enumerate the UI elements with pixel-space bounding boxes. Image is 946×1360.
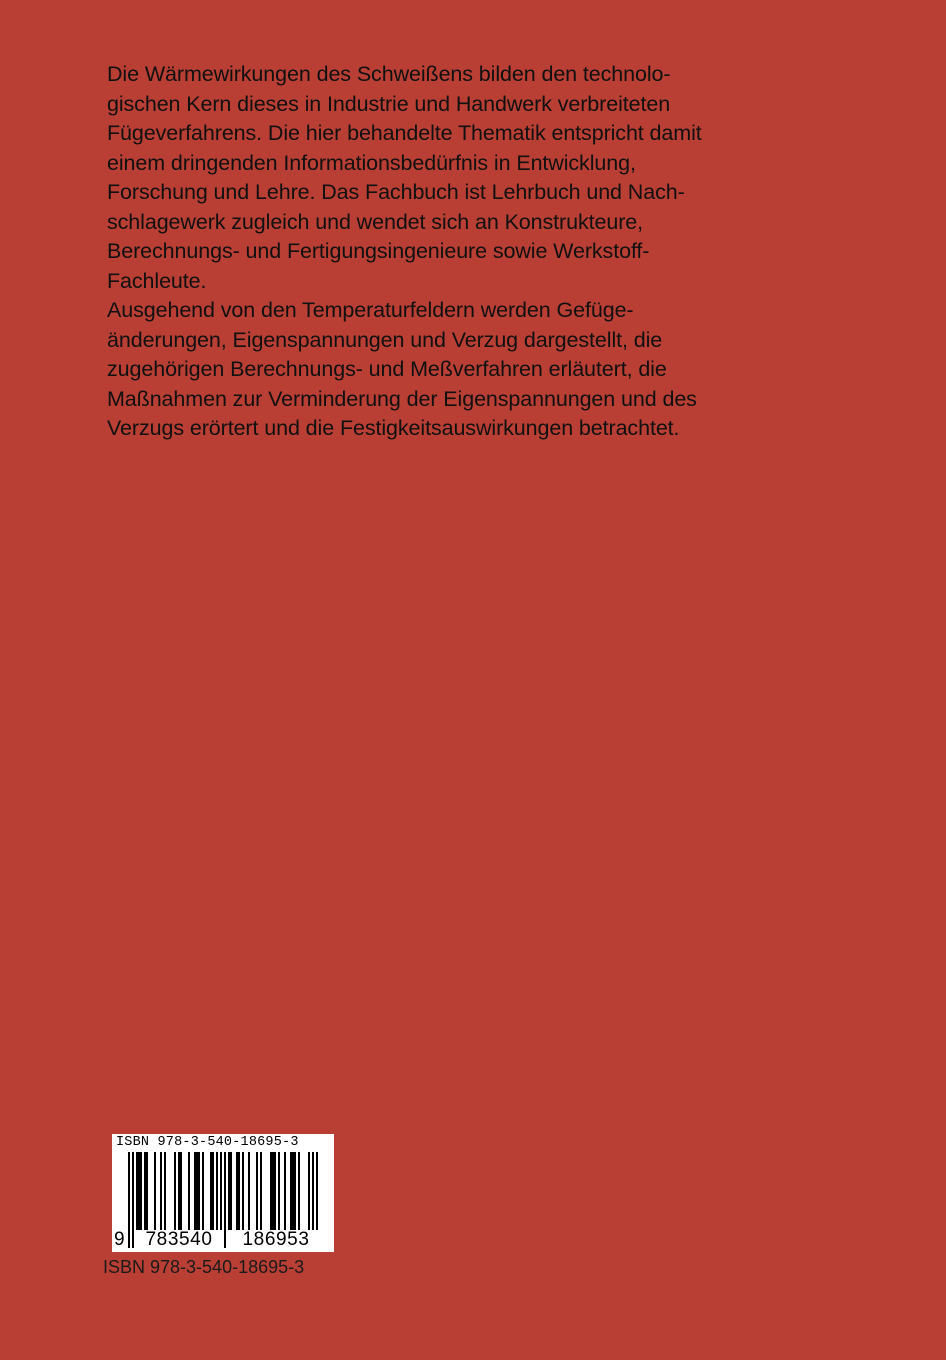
barcode-bar <box>194 1152 196 1230</box>
barcode-bar <box>210 1152 212 1230</box>
barcode-guard-bar <box>224 1152 226 1248</box>
barcode-bar <box>138 1152 140 1230</box>
blurb-line: zugehörigen Berechnungs- und Meßverfahren erläutert, die <box>107 357 667 381</box>
barcode-bar <box>198 1152 200 1230</box>
barcode-bar <box>256 1152 258 1230</box>
blurb-line: Verzugs erörtert und die Festigkeitsauswirkungen betrachtet. <box>107 416 680 440</box>
barcode-bar <box>228 1152 230 1230</box>
barcode-bar <box>212 1152 214 1230</box>
blurb-line: Berechnungs- und Fertigungsingenieure sowie Werkstoff- <box>107 239 650 263</box>
blurb-line: Maßnahmen zur Verminderung der Eigenspannungen und des <box>107 386 697 411</box>
barcode-bar <box>136 1152 138 1230</box>
barcode-bar <box>188 1152 190 1230</box>
blurb-line: Fügeverfahrens. Die hier behandelte Thematik entspricht damit <box>107 121 702 145</box>
blurb-line: gischen Kern dieses in Industrie und Handwerk verbreiteten <box>107 91 671 116</box>
barcode-bar <box>178 1152 180 1230</box>
barcode-bar <box>180 1152 182 1230</box>
barcode-guard-bar <box>128 1152 130 1248</box>
barcode-bar <box>242 1152 244 1230</box>
barcode-bar <box>174 1152 176 1230</box>
barcode-bar <box>284 1152 286 1230</box>
barcode-bar <box>230 1152 232 1230</box>
barcode-bar <box>278 1152 280 1230</box>
barcode-bar <box>248 1152 250 1230</box>
barcode-bar <box>292 1152 294 1230</box>
barcode-bar <box>154 1152 156 1230</box>
blurb-line: einem dringenden Informationsbedürfnis in Entwicklung, <box>107 150 636 175</box>
barcode <box>112 1134 334 1252</box>
blurb-line: schlagewerk zugleich und wendet sich an Konstrukteure, <box>107 209 643 234</box>
barcode-bar <box>294 1152 296 1230</box>
barcode-bar <box>216 1152 218 1230</box>
barcode-bar <box>298 1152 300 1230</box>
barcode-bar <box>160 1152 162 1230</box>
barcode-bar <box>146 1152 148 1230</box>
barcode-bar <box>290 1152 292 1230</box>
isbn-text: ISBN 978-3-540-18695-3 <box>103 1257 305 1277</box>
barcode-right-digits: 186953 <box>230 1230 322 1250</box>
barcode-isbn-label: ISBN 978-3-540-18695-3 <box>116 1135 299 1150</box>
blurb-line: Die Wärmewirkungen des Schweißens bilden den technolo- <box>107 62 671 86</box>
barcode-bar <box>164 1152 166 1230</box>
barcode-bar <box>260 1152 262 1230</box>
barcode-left-digits: 783540 <box>134 1230 224 1250</box>
barcode-bar <box>236 1152 238 1230</box>
blurb-text <box>107 60 807 444</box>
barcode-lead-digit: 9 <box>114 1229 125 1250</box>
barcode-bar <box>272 1152 274 1230</box>
barcode-bar <box>270 1152 272 1230</box>
barcode-bar <box>196 1152 198 1230</box>
barcode-bar <box>308 1152 310 1230</box>
barcode-bar <box>140 1152 142 1230</box>
barcode-bar <box>274 1152 276 1230</box>
blurb-line: änderungen, Eigenspannungen und Verzug dargestellt, die <box>107 327 663 352</box>
blurb-line: Fachleute. <box>107 268 207 293</box>
barcode-bar <box>144 1152 146 1230</box>
blurb-line: Forschung und Lehre. Das Fachbuch ist Lehrbuch und Nach- <box>107 180 685 204</box>
barcode-bar <box>238 1152 240 1230</box>
barcode-bar <box>202 1152 204 1230</box>
blurb-line: Ausgehend von den Temperaturfeldern werden Gefüge- <box>107 298 634 322</box>
